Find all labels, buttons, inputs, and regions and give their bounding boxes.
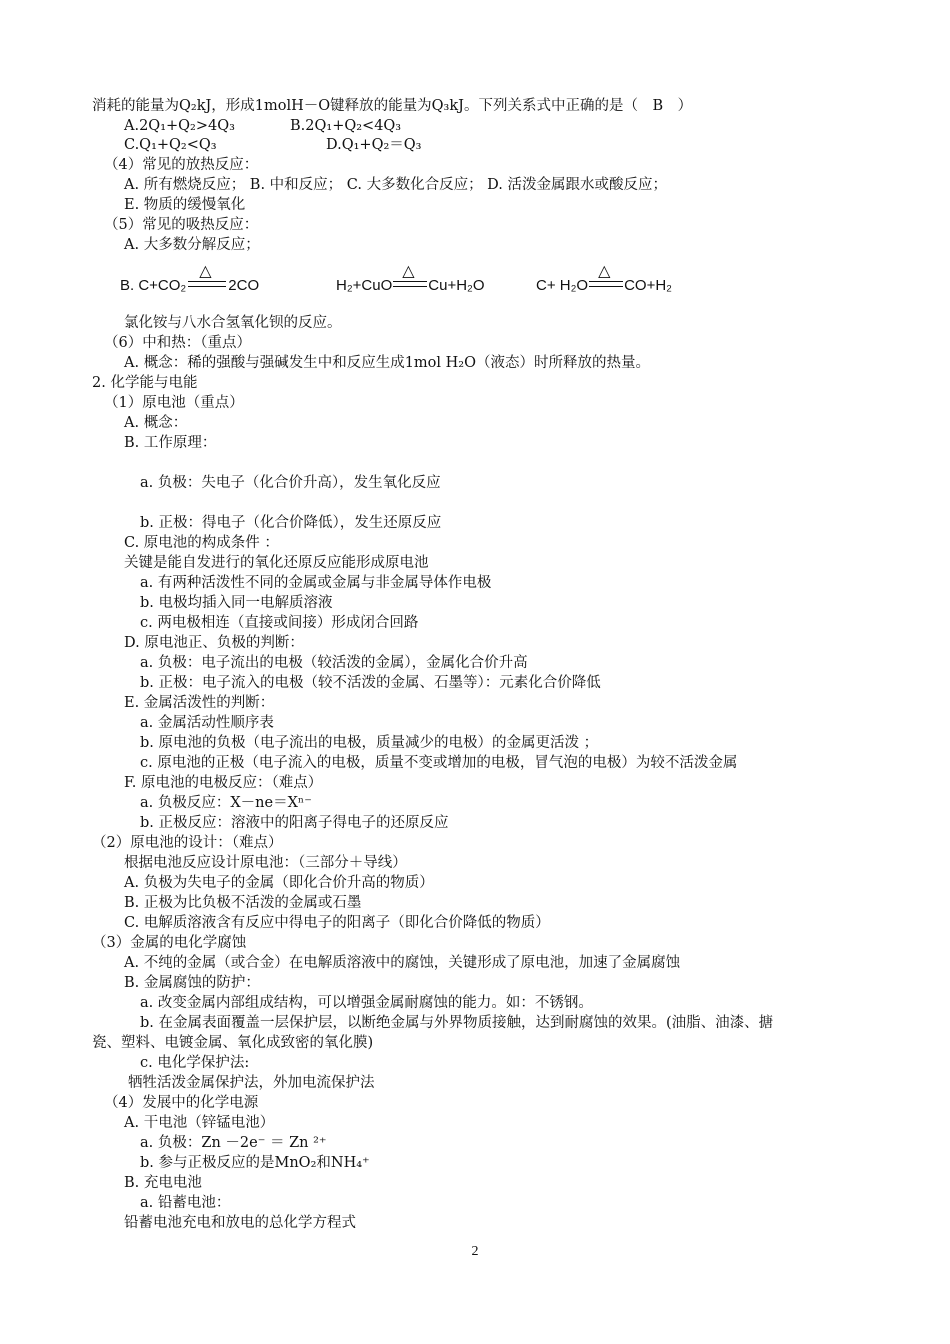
text-line: E. 物质的缓慢氧化 — [124, 197, 246, 213]
text-line: c. 原电池的正极（电子流入的电极，质量不变或增加的电极，冒气泡的电极）为较不活泼金属 — [140, 755, 738, 771]
text-line: c. 两电极相连（直接或间接）形成闭合回路 — [140, 615, 419, 631]
text-line: 氯化铵与八水合氢氧化钡的反应。 — [124, 315, 342, 331]
text-line: a. 改变金属内部组成结构，可以增强金属耐腐蚀的能力。如：不锈钢。 — [140, 995, 593, 1011]
section-heading: （3）金属的电化学腐蚀 — [92, 935, 247, 951]
option-d: D.Q₁+Q₂＝Q₃ — [326, 137, 422, 153]
text-line: A. 不纯的金属（或合金）在电解质溶液中的腐蚀，关键形成了原电池，加速了金属腐蚀 — [124, 955, 681, 971]
text-line: b. 电极均插入同一电解质溶液 — [140, 595, 333, 611]
equation-right: 2CO — [228, 277, 260, 294]
text-line: D. 原电池正、负极的判断： — [124, 635, 304, 651]
text-line: B. 正极为比负极不活泼的金属或石墨 — [124, 895, 362, 911]
text-line: 铅蓄电池充电和放电的总化学方程式 — [124, 1215, 356, 1231]
text-line: A. 大多数分解反应； — [124, 237, 260, 253]
option-a: A.2Q₁+Q₂>4Q₃ — [124, 118, 235, 134]
text-line: a. 负极反应：X－ne＝Xⁿ⁻ — [140, 795, 312, 811]
text-line: b. 参与正极反应的是MnO₂和NH₄⁺ — [140, 1155, 370, 1171]
text-line: A. 干电池（锌锰电池） — [124, 1115, 275, 1131]
text-line: 根据电池反应设计原电池：（三部分＋导线） — [124, 855, 407, 871]
double-line — [589, 281, 623, 287]
text-line: B. 金属腐蚀的防护： — [124, 975, 260, 991]
text-line: a. 负极：电子流出的电极（较活泼的金属），金属化合价升高 — [140, 655, 528, 671]
text-line: b. 正极：电子流入的电极（较不活泼的金属、石墨等）：元素化合价降低 — [140, 675, 601, 691]
text-line: b. 正极：得电子（化合价降低），发生还原反应 — [140, 515, 442, 531]
text-line: B. 充电电池 — [124, 1175, 202, 1191]
equation-right: CO+H₂ — [624, 277, 673, 294]
section-heading: （4）常见的放热反应： — [104, 157, 259, 173]
text-line: E. 金属活泼性的判断： — [124, 695, 275, 711]
text-line: b. 正极反应：溶液中的阳离子得电子的还原反应 — [140, 815, 449, 831]
equation-left: C+ H₂O — [536, 277, 589, 294]
equation-right: Cu+H₂O — [428, 277, 485, 294]
text-line: A. 所有燃烧反应； B. 中和反应； C. 大多数化合反应； D. 活泼金属跟水或酸反应； — [124, 177, 668, 193]
option-c: C.Q₁+Q₂<Q₃ — [124, 137, 217, 153]
section-heading: （2）原电池的设计：（难点） — [92, 835, 283, 851]
text-line: a. 负极：失电子（化合价升高），发生氧化反应 — [140, 475, 441, 491]
equation-c-h2o — [536, 263, 673, 294]
text-line: b. 在金属表面覆盖一层保护层，以断绝金属与外界物质接触，达到耐腐蚀的效果。(油脂、油漆、搪 — [140, 1015, 774, 1031]
text-line: A. 概念：稀的强酸与强碱发生中和反应生成1mol H₂O（液态）时所释放的热量。 — [124, 355, 650, 371]
option-b: B.2Q₁+Q₂<4Q₃ — [290, 118, 402, 134]
double-line — [188, 281, 226, 287]
equation-left: B. C+CO₂ — [120, 277, 187, 294]
equation-left: H₂+CuO — [336, 277, 393, 294]
double-line — [393, 281, 427, 287]
section-heading: （5）常见的吸热反应： — [104, 217, 259, 233]
text-line: C. 电解质溶液含有反应中得电子的阳离子（即化合价降低的物质） — [124, 915, 550, 931]
text-line: b. 原电池的负极（电子流出的电极，质量减少的电极）的金属更活泼 ； — [140, 735, 599, 751]
text-line: C. 原电池的构成条件 ： — [124, 535, 279, 551]
text-line: 瓷、塑料、电镀金属、氧化成致密的氧化膜) — [92, 1035, 374, 1051]
text-line: a. 铅蓄电池： — [140, 1195, 231, 1211]
text-line: a. 负极：Zn －2e⁻ ＝ Zn ²⁺ — [140, 1135, 327, 1151]
text-line: c. 电化学保护法: — [140, 1055, 250, 1071]
delta-icon: △ — [199, 263, 212, 281]
section-heading: （6）中和热：（重点） — [104, 335, 251, 351]
equation-h2-cuo — [336, 263, 485, 294]
chapter-heading: 2. 化学能与电能 — [92, 375, 198, 391]
text-line: F. 原电池的电极反应：（难点） — [124, 775, 323, 791]
equation-c-co2 — [120, 263, 260, 294]
section-heading: （1）原电池（重点） — [104, 395, 244, 411]
text-line: 牺牲活泼金属保护法，外加电流保护法 — [128, 1075, 375, 1091]
text-line: A. 概念： — [124, 415, 188, 431]
section-heading: （4）发展中的化学电源 — [104, 1095, 259, 1111]
text-line: B. 工作原理： — [124, 435, 217, 451]
text-line: A. 负极为失电子的金属（即化合价升高的物质） — [124, 875, 434, 891]
delta-icon: △ — [402, 263, 415, 281]
delta-icon: △ — [598, 263, 611, 281]
page-number: 2 — [471, 1244, 479, 1259]
text-line: 消耗的能量为Q₂kJ，形成1molH－O键释放的能量为Q₃kJ。下列关系式中正确的是（ B ） — [92, 98, 693, 114]
text-line: 关键是能自发进行的氧化还原反应能形成原电池 — [124, 555, 429, 571]
text-line: a. 金属活动性顺序表 — [140, 715, 274, 731]
text-line: a. 有两种活泼性不同的金属或金属与非金属导体作电极 — [140, 575, 492, 591]
